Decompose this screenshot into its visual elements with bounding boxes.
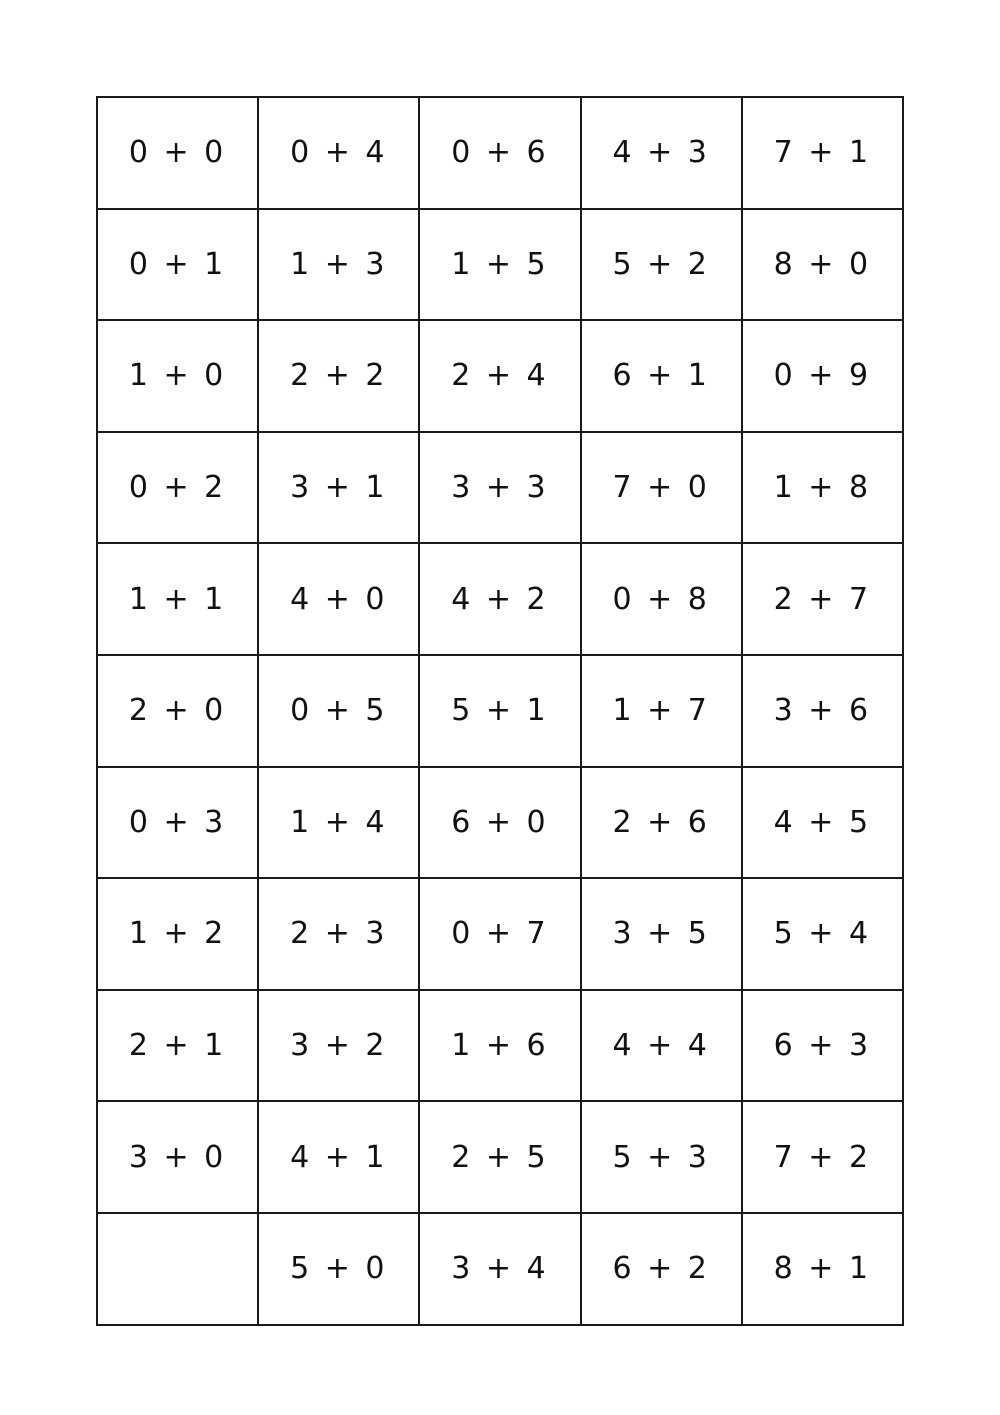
addition-fact-cell: 8 + 1 — [742, 1213, 903, 1325]
addition-fact-cell: 5 + 0 — [258, 1213, 419, 1325]
addition-fact-cell: 1 + 2 — [97, 878, 258, 990]
grid-row — [97, 543, 903, 655]
addition-fact-cell: 4 + 1 — [258, 1101, 419, 1213]
addition-fact-cell: 6 + 1 — [581, 320, 742, 432]
addition-fact-cell: 8 + 0 — [742, 209, 903, 321]
grid-row — [97, 320, 903, 432]
grid-body — [97, 97, 903, 1325]
addition-fact-cell: 2 + 7 — [742, 543, 903, 655]
addition-fact-cell: 0 + 7 — [419, 878, 580, 990]
addition-fact-cell: 4 + 2 — [419, 543, 580, 655]
addition-fact-cell: 5 + 1 — [419, 655, 580, 767]
addition-fact-cell: 4 + 4 — [581, 990, 742, 1102]
addition-fact-cell: 6 + 0 — [419, 767, 580, 879]
addition-fact-cell: 3 + 6 — [742, 655, 903, 767]
addition-fact-cell: 7 + 2 — [742, 1101, 903, 1213]
grid-row — [97, 209, 903, 321]
addition-fact-cell: 5 + 2 — [581, 209, 742, 321]
addition-fact-cell: 1 + 0 — [97, 320, 258, 432]
addition-fact-cell: 5 + 3 — [581, 1101, 742, 1213]
addition-fact-cell: 0 + 5 — [258, 655, 419, 767]
addition-fact-cell: 3 + 2 — [258, 990, 419, 1102]
addition-fact-cell: 0 + 6 — [419, 97, 580, 209]
addition-fact-cell: 0 + 3 — [97, 767, 258, 879]
addition-fact-cell: 1 + 5 — [419, 209, 580, 321]
addition-fact-cell: 2 + 0 — [97, 655, 258, 767]
addition-fact-cell: 2 + 1 — [97, 990, 258, 1102]
addition-fact-cell: 0 + 8 — [581, 543, 742, 655]
empty-cell — [97, 1213, 258, 1325]
addition-fact-cell: 1 + 6 — [419, 990, 580, 1102]
addition-fact-cell: 4 + 0 — [258, 543, 419, 655]
addition-fact-cell: 2 + 3 — [258, 878, 419, 990]
grid-row — [97, 1213, 903, 1325]
addition-fact-cell: 1 + 1 — [97, 543, 258, 655]
addition-fact-cell: 4 + 5 — [742, 767, 903, 879]
addition-fact-cell: 2 + 5 — [419, 1101, 580, 1213]
addition-fact-cell: 0 + 9 — [742, 320, 903, 432]
addition-fact-cell: 1 + 4 — [258, 767, 419, 879]
grid-row — [97, 1101, 903, 1213]
grid-row — [97, 990, 903, 1102]
addition-fact-cell: 0 + 2 — [97, 432, 258, 544]
addition-fact-cell: 0 + 4 — [258, 97, 419, 209]
addition-fact-cell: 2 + 6 — [581, 767, 742, 879]
addition-fact-cell: 0 + 1 — [97, 209, 258, 321]
addition-facts-grid — [96, 96, 904, 1326]
addition-fact-cell: 1 + 8 — [742, 432, 903, 544]
grid-row — [97, 432, 903, 544]
addition-fact-cell: 4 + 3 — [581, 97, 742, 209]
grid-row — [97, 97, 903, 209]
addition-fact-cell: 7 + 1 — [742, 97, 903, 209]
addition-fact-cell: 3 + 5 — [581, 878, 742, 990]
grid-row — [97, 878, 903, 990]
addition-fact-cell: 2 + 4 — [419, 320, 580, 432]
addition-fact-cell: 3 + 1 — [258, 432, 419, 544]
addition-fact-cell: 7 + 0 — [581, 432, 742, 544]
addition-fact-cell: 6 + 2 — [581, 1213, 742, 1325]
addition-fact-cell: 1 + 3 — [258, 209, 419, 321]
grid-row — [97, 655, 903, 767]
addition-fact-cell: 6 + 3 — [742, 990, 903, 1102]
addition-fact-cell: 1 + 7 — [581, 655, 742, 767]
addition-fact-cell: 3 + 4 — [419, 1213, 580, 1325]
addition-fact-cell: 5 + 4 — [742, 878, 903, 990]
addition-fact-cell: 3 + 3 — [419, 432, 580, 544]
grid-row — [97, 767, 903, 879]
addition-fact-cell: 2 + 2 — [258, 320, 419, 432]
addition-fact-cell: 0 + 0 — [97, 97, 258, 209]
addition-fact-cell: 3 + 0 — [97, 1101, 258, 1213]
